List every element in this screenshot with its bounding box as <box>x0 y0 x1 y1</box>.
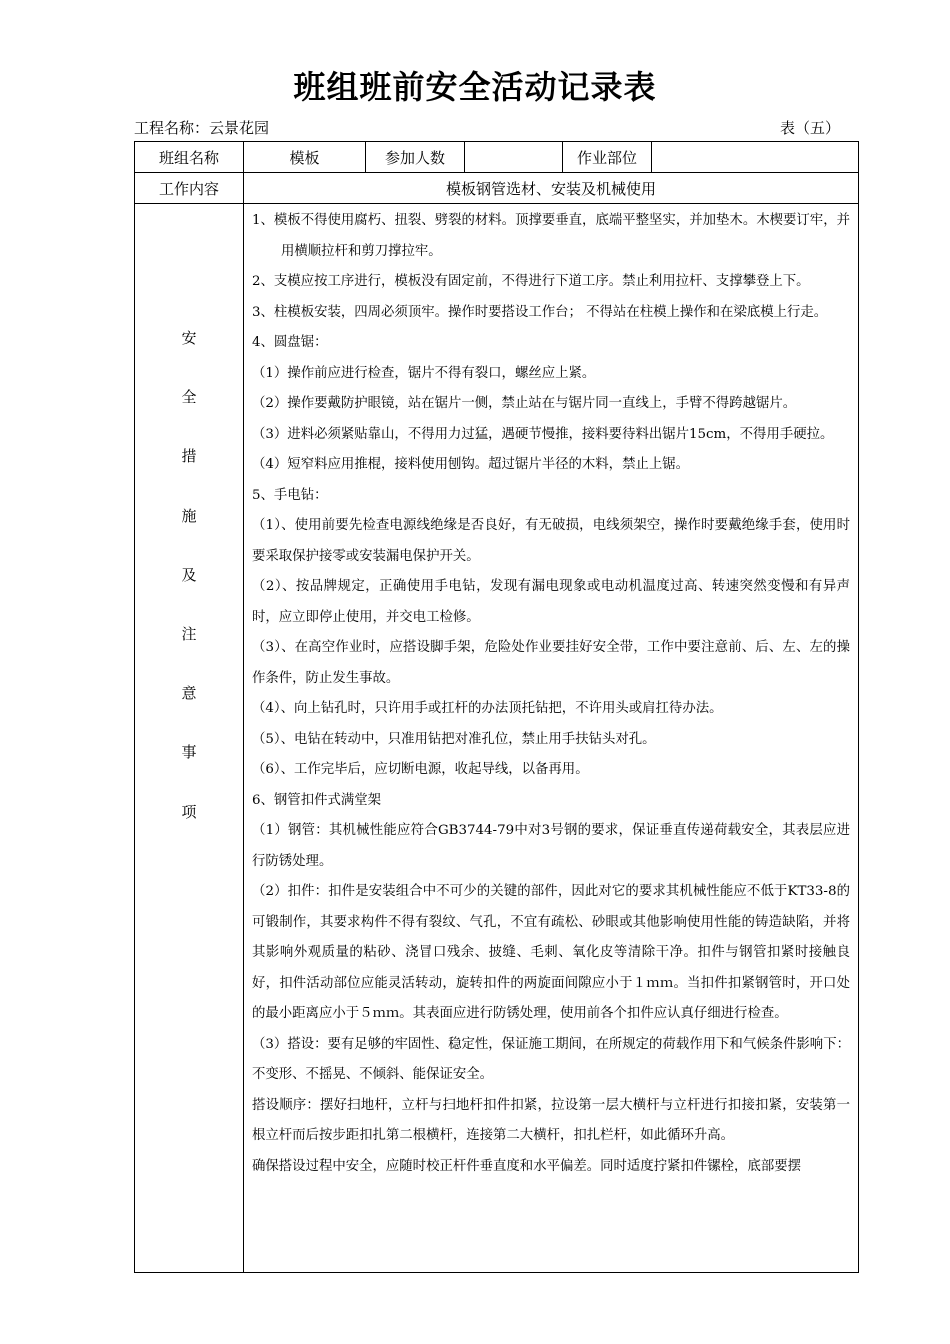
safety-paragraph: （4）、向上钻孔时，只许用手或扛杆的办法顶托钻把，不许用头或肩扛待办法。 <box>252 701 723 716</box>
participants-value <box>465 142 563 173</box>
team-name-value: 模板 <box>244 142 366 173</box>
safety-paragraph: 6、钢管扣件式满堂架 <box>252 792 382 808</box>
safety-paragraph: 1、模板不得使用腐朽、扭裂、劈裂的材料。顶撑要垂直，底端平整坚实，并加垫木。木楔要订牢，并用横顺拉杆和剪刀撑拉牢。 <box>252 213 850 259</box>
safety-paragraph: （2）扣件：扣件是安装组合中不可少的关键的部件，因此对它的要求其机械性能应不低于KT33-8的可锻制作，其要求构件不得有裂纹、气孔，不宜有疏松、砂眼或其他影响使用性能的铸造缺陷，并将其影响外观质量的粘砂、浇冒口残余、披缝、毛刺、氧化皮等清除干净。扣件与钢管扣紧时接触良好，扣件活动部位应能灵活转动，旋转扣件的两旋面间隙应小于１ｍｍ。当扣件扣紧钢管时，开口处的最小距离应小于５ｍｍ。其表面应进行防锈处理，使用前各个扣件应认真仔细进行检查。 <box>252 884 850 1021</box>
safety-paragraph: 3、柱模板安装，四周必须顶牢。操作时要搭设工作台； 不得站在柱模上操作和在梁底模上行走。 <box>252 304 828 320</box>
safety-paragraph: （1）钢管：其机械性能应符合GB3744-79中对3号钢的要求，保证垂直传递荷载安全，其表层应进行防锈处理。 <box>252 823 850 869</box>
safety-paragraph: 搭设顺序：摆好扫地杆，立杆与扫地杆扣件扣紧，拉设第一层大横杆与立杆进行扣接扣紧，安装第一根立杆而后按步距扣扎第二根横杆，连接第二大横杆，扣扎栏杆，如此循环升高。 <box>252 1097 850 1143</box>
project-name: 工程名称：云景花园 <box>134 119 270 137</box>
work-content-row <box>135 173 859 204</box>
record-table <box>134 141 859 1273</box>
safety-paragraph: （2）操作要戴防护眼镜，站在锯片一侧，禁止站在与锯片同一直线上，手臂不得跨越锯片。 <box>252 396 797 411</box>
header-row <box>135 142 859 173</box>
side-label-char: 及 <box>181 565 197 584</box>
safety-paragraph: 5、手电钻： <box>252 487 328 503</box>
side-label-char: 措 <box>181 447 197 466</box>
safety-paragraph: （1）操作前应进行检查，锯片不得有裂口，螺丝应上紧。 <box>252 365 596 381</box>
page-title: 班组班前安全活动记录表 <box>293 68 657 106</box>
team-name-label: 班组名称 <box>135 142 244 173</box>
safety-paragraph: （3）、在高空作业时，应搭设脚手架，危险处作业要挂好安全带，工作中要注意前、后、左、左的操作条件，防止发生事故。 <box>252 640 850 686</box>
table-number: 表（五） <box>779 119 840 137</box>
work-content-label: 工作内容 <box>135 173 244 204</box>
safety-paragraph: （3）进料必须紧贴靠山，不得用力过猛，遇硬节慢推，接料要待料出锯片15cm，不得用手硬拉。 <box>252 426 834 442</box>
safety-paragraph: （6）、工作完毕后，应切断电源，收起导线，以备再用。 <box>252 762 589 777</box>
side-label-char: 注 <box>181 624 197 643</box>
safety-paragraph: 确保搭设过程中安全，应随时校正杆件垂直度和水平偏差。同时适度拧紧扣件镙栓，底部要摆 <box>252 1158 802 1174</box>
safety-paragraph: （5）、电钻在转动中，只准用钻把对准孔位，禁止用手扶钻头对孔。 <box>252 731 656 747</box>
location-label: 作业部位 <box>563 142 652 173</box>
safety-content <box>244 204 859 1273</box>
safety-row <box>135 204 859 1273</box>
safety-paragraph: （2）、按品牌规定，正确使用手电钻，发现有漏电现象或电动机温度过高、转速突然变慢和有异声时，应立即停止使用，并交电工检修。 <box>252 579 850 625</box>
safety-paragraph: 2、支模应按工序进行，模板没有固定前，不得进行下道工序。禁止利用拉杆、支撑攀登上下。 <box>252 274 810 289</box>
location-value <box>652 142 859 173</box>
work-content-value: 模板钢管选材、安装及机械使用 <box>244 173 859 204</box>
safety-paragraph: （4）短窄料应用推棍，接料使用刨钩。超过锯片半径的木料，禁止上锯。 <box>252 457 690 472</box>
side-label-char: 项 <box>181 802 197 821</box>
safety-paragraph: （1）、使用前要先检查电源线绝缘是否良好，有无破损，电线须架空，操作时要戴绝缘手套，使用时要采取保护接零或安装漏电保护开关。 <box>252 518 850 564</box>
safety-paragraph: （3）搭设：要有足够的牢固性、稳定性，保证施工期间，在所规定的荷载作用下和气候条件影响下：不变形、不摇晃、不倾斜、能保证安全。 <box>252 1036 850 1082</box>
participants-label: 参加人数 <box>366 142 465 173</box>
side-label-char: 事 <box>181 743 197 762</box>
side-label-char: 安 <box>181 329 197 347</box>
safety-paragraph: 4、圆盘锯： <box>252 335 328 350</box>
side-label-char: 意 <box>181 684 197 703</box>
safety-side-label <box>135 204 244 1273</box>
side-label-char: 全 <box>181 388 197 407</box>
side-label-char: 施 <box>181 506 197 525</box>
